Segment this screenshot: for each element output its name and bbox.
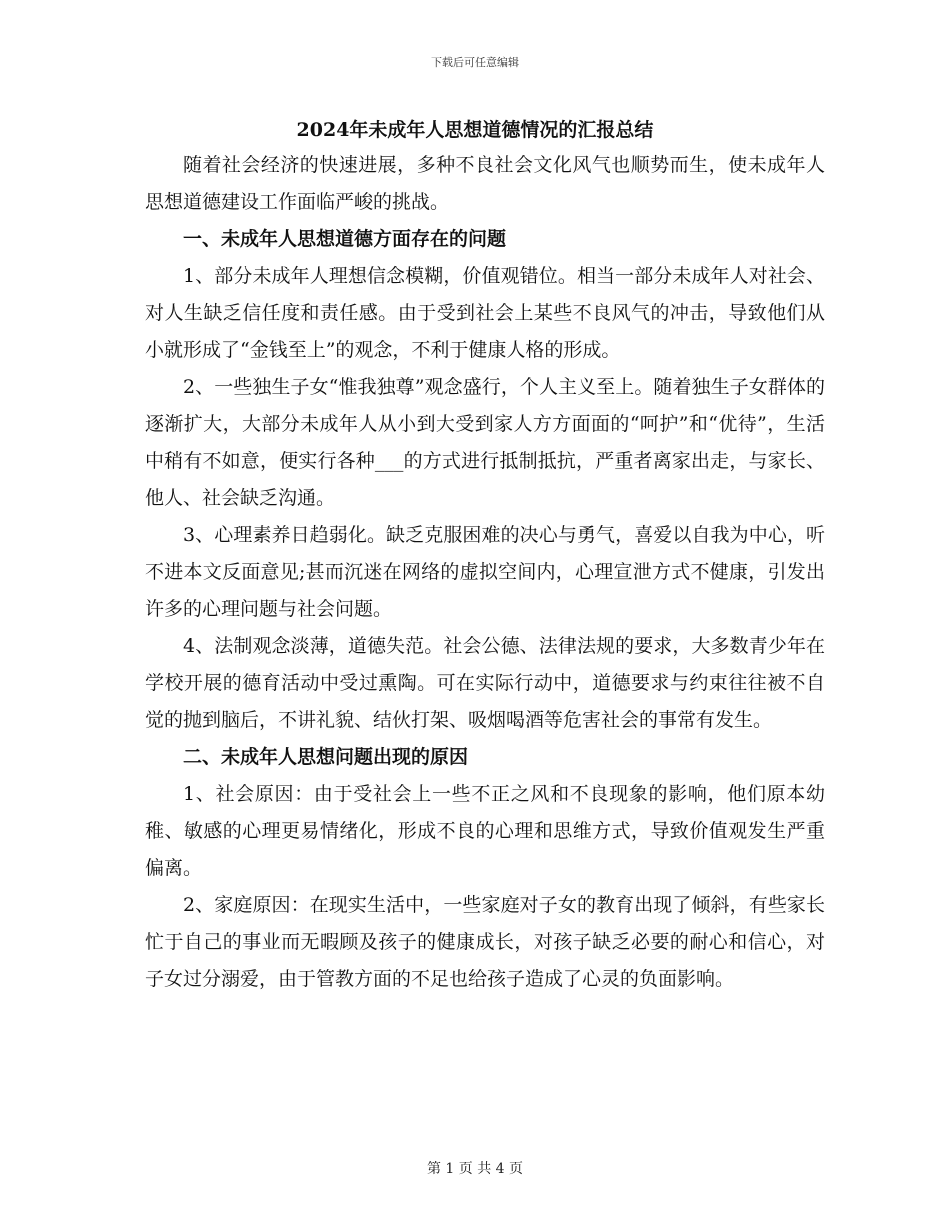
header-note: 下载后可任意编辑 xyxy=(431,56,519,69)
section-2-heading: 二、未成年人思想问题出现的原因 xyxy=(183,746,469,768)
section-1-heading: 一、未成年人思想道德方面存在的问题 xyxy=(183,228,507,250)
section-2-item-1: 1、社会原因：由于受社会上一些不正之风和不良现象的影响，他们原本幼稚、敏感的心理更易情绪化，形成不良的心理和思维方式，导致价值观发生严重偏离。 xyxy=(145,783,825,879)
section-1-item-1: 1、部分未成年人理想信念模糊，价值观错位。相当一部分未成年人对社会、对人生缺乏信任度和责任感。由于受到社会上某些不良风气的冲击，导致他们从小就形成了“金钱至上”的观念，不利于健康人格的形成。 xyxy=(145,265,825,361)
document-body xyxy=(145,147,825,998)
document-title: 2024年未成年人思想道德情况的汇报总结 xyxy=(296,119,654,141)
section-1-item-4: 4、法制观念淡薄，道德失范。社会公德、法律法规的要求，大多数青少年在学校开展的德育活动中受过熏陶。可在实际行动中，道德要求与约束往往被不自觉的抛到脑后，不讲礼貌、结伙打架、吸烟喝酒等危害社会的事常有发生。 xyxy=(145,635,825,731)
section-1-item-3: 3、心理素养日趋弱化。缺乏克服困难的决心与勇气，喜爱以自我为中心，听不进本文反面意见;甚而沉迷在网络的虚拟空间内，心理宣泄方式不健康，引发出许多的心理问题与社会问题。 xyxy=(145,524,825,620)
page-number: 第 1 页 共 4 页 xyxy=(426,1161,524,1177)
intro-paragraph: 随着社会经济的快速进展，多种不良社会文化风气也顺势而生，使未成年人思想道德建设工作面临严峻的挑战。 xyxy=(145,154,825,213)
section-2-item-2: 2、家庭原因：在现实生活中，一些家庭对子女的教育出现了倾斜，有些家长忙于自己的事业而无暇顾及孩子的健康成长，对孩子缺乏必要的耐心和信心，对子女过分溺爱，由于管教方面的不足也给孩子造成了心灵的负面影响。 xyxy=(145,894,825,990)
section-1-item-2: 2、一些独生子女“惟我独尊”观念盛行，个人主义至上。随着独生子女群体的逐渐扩大，大部分未成年人从小到大受到家人方方面面的“呵护”和“优待”，生活中稍有不如意，便实行各种___的方式进行抵制抵抗，严重者离家出走，与家长、他人、社会缺乏沟通。 xyxy=(145,376,825,509)
